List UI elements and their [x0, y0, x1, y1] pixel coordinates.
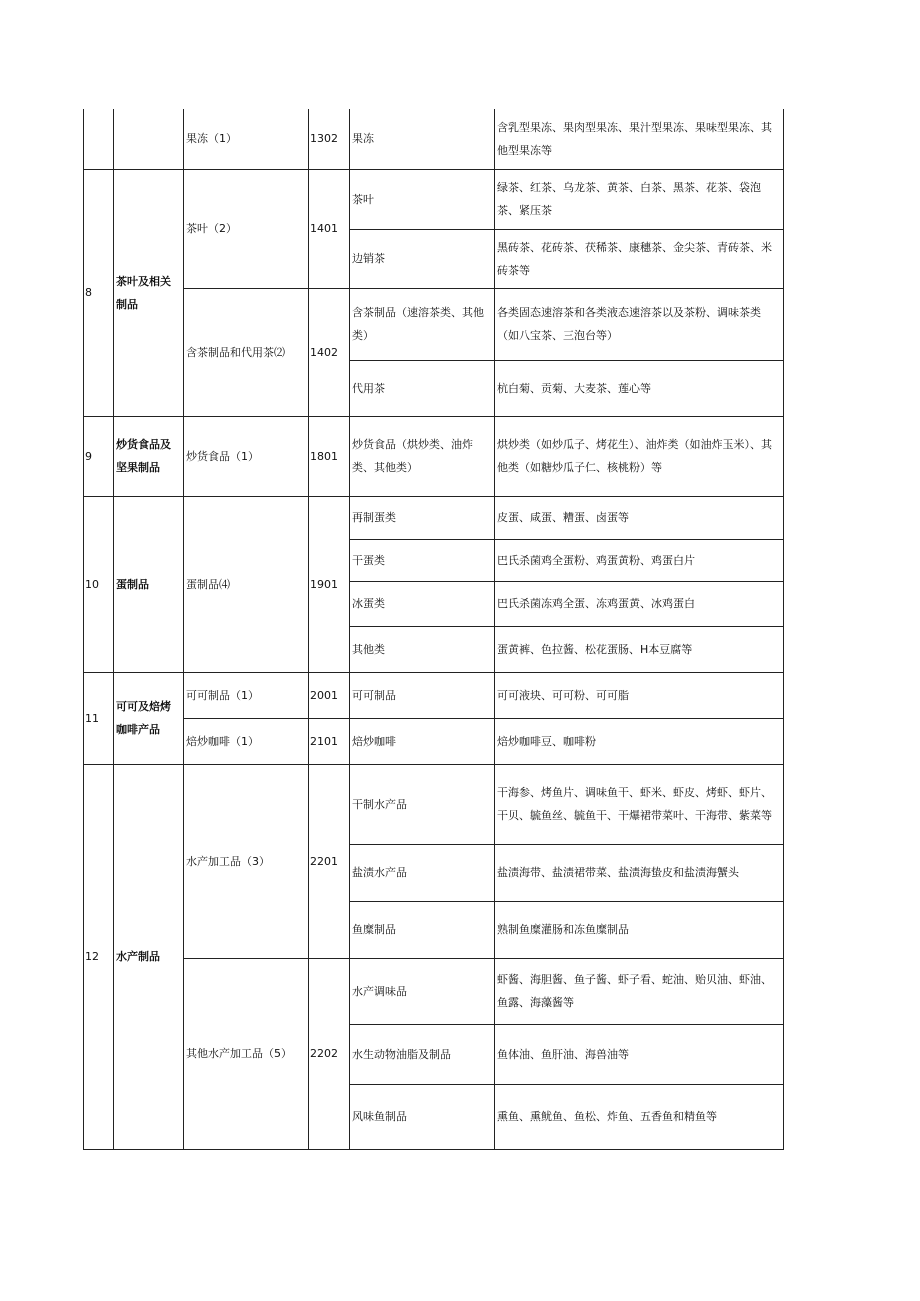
table-row — [84, 288, 784, 360]
unit-cell: 再制蛋类 — [350, 496, 495, 539]
subcategory-cell: 其他水产加工品（5） — [184, 958, 309, 1149]
code-cell: 1302 — [309, 109, 350, 169]
table-row — [84, 672, 784, 718]
code-cell: 2101 — [309, 718, 350, 764]
unit-cell: 可可制品 — [350, 672, 495, 718]
desc-cell: 烘炒类（如炒瓜子、烤花生）、油炸类（如油炸玉米）、其他类（如糖炒瓜子仁、核桃粉）等 — [495, 416, 784, 496]
unit-cell: 水产调味品 — [350, 958, 495, 1024]
unit-cell: 焙炒咖啡 — [350, 718, 495, 764]
code-cell: 1402 — [309, 288, 350, 416]
seq-cell: 12 — [84, 764, 114, 1149]
table-row — [84, 718, 784, 764]
table-row — [84, 496, 784, 539]
desc-cell: 巴氏杀菌鸡全蛋粉、鸡蛋黄粉、鸡蛋白片 — [495, 539, 784, 581]
subcategory-cell: 可可制品（1） — [184, 672, 309, 718]
unit-cell: 冰蛋类 — [350, 581, 495, 626]
unit-cell: 鱼糜制品 — [350, 901, 495, 958]
code-cell: 1901 — [309, 496, 350, 672]
seq-cell: 8 — [84, 169, 114, 416]
code-cell: 2201 — [309, 764, 350, 958]
unit-cell: 茶叶 — [350, 169, 495, 229]
table-row — [84, 764, 784, 844]
desc-cell: 皮蛋、咸蛋、糟蛋、卤蛋等 — [495, 496, 784, 539]
category-cell: 水产制品 — [114, 764, 184, 1149]
table-row — [84, 416, 784, 496]
seq-cell — [84, 109, 114, 169]
unit-cell: 盐渍水产品 — [350, 844, 495, 901]
unit-cell: 炒货食品（烘炒类、油炸类、其他类） — [350, 416, 495, 496]
desc-cell: 杭白菊、贡菊、大麦茶、莲心等 — [495, 360, 784, 416]
unit-cell: 代用茶 — [350, 360, 495, 416]
seq-cell: 11 — [84, 672, 114, 764]
code-cell: 2001 — [309, 672, 350, 718]
subcategory-cell: 水产加工品（3） — [184, 764, 309, 958]
desc-cell: 盐渍海带、盐渍裙带菜、盐渍海蛰皮和盐渍海蟹头 — [495, 844, 784, 901]
desc-cell: 各类固态速溶茶和各类液态速溶茶以及茶粉、调味茶类（如八宝茶、三泡台等） — [495, 288, 784, 360]
unit-cell: 边销茶 — [350, 229, 495, 288]
category-cell: 炒货食品及坚果制品 — [114, 416, 184, 496]
subcategory-cell: 蛋制品⑷ — [184, 496, 309, 672]
food-category-table — [83, 109, 784, 1150]
desc-cell: 含乳型果冻、果肉型果冻、果汁型果冻、果味型果冻、其他型果冻等 — [495, 109, 784, 169]
category-cell — [114, 109, 184, 169]
unit-cell: 干制水产品 — [350, 764, 495, 844]
desc-cell: 熏鱼、熏鱿鱼、鱼松、炸鱼、五香鱼和精鱼等 — [495, 1084, 784, 1149]
desc-cell: 熟制鱼糜灌肠和冻鱼糜制品 — [495, 901, 784, 958]
unit-cell: 果冻 — [350, 109, 495, 169]
desc-cell: 可可液块、可可粉、可可脂 — [495, 672, 784, 718]
table-row — [84, 109, 784, 169]
subcategory-cell: 茶叶（2） — [184, 169, 309, 288]
desc-cell: 焙炒咖啡豆、咖啡粉 — [495, 718, 784, 764]
subcategory-cell: 含茶制品和代用茶⑵ — [184, 288, 309, 416]
code-cell: 1401 — [309, 169, 350, 288]
subcategory-cell: 果冻（1） — [184, 109, 309, 169]
desc-cell: 绿茶、红茶、乌龙茶、黄茶、白茶、黑茶、花茶、袋泡茶、紧压茶 — [495, 169, 784, 229]
category-cell: 茶叶及相关制品 — [114, 169, 184, 416]
code-cell: 2202 — [309, 958, 350, 1149]
desc-cell: 虾酱、海胆酱、鱼子酱、虾子看、蛇油、贻贝油、虾油、鱼露、海藻酱等 — [495, 958, 784, 1024]
category-cell: 可可及焙烤咖啡产品 — [114, 672, 184, 764]
desc-cell: 巴氏杀菌冻鸡全蛋、冻鸡蛋黄、冰鸡蛋白 — [495, 581, 784, 626]
subcategory-cell: 焙炒咖啡（1） — [184, 718, 309, 764]
code-cell: 1801 — [309, 416, 350, 496]
desc-cell: 黑砖茶、花砖茶、茯稀茶、康穗茶、金尖茶、青砖茶、米砖茶等 — [495, 229, 784, 288]
desc-cell: 干海参、烤鱼片、调味鱼干、虾米、虾皮、烤虾、虾片、干贝、毓鱼丝、毓鱼干、干爆裙带菜叶、干海带、紫菜等 — [495, 764, 784, 844]
unit-cell: 含茶制品（速溶茶类、其他类） — [350, 288, 495, 360]
seq-cell: 10 — [84, 496, 114, 672]
seq-cell: 9 — [84, 416, 114, 496]
category-cell: 蛋制品 — [114, 496, 184, 672]
desc-cell: 鱼体油、鱼肝油、海兽油等 — [495, 1024, 784, 1084]
unit-cell: 水生动物油脂及制品 — [350, 1024, 495, 1084]
desc-cell: 蛋黄裤、色拉酱、松花蛋肠、H本豆腐等 — [495, 626, 784, 672]
unit-cell: 干蛋类 — [350, 539, 495, 581]
table-row — [84, 169, 784, 229]
subcategory-cell: 炒货食品（1） — [184, 416, 309, 496]
unit-cell: 其他类 — [350, 626, 495, 672]
unit-cell: 风味鱼制品 — [350, 1084, 495, 1149]
table-row — [84, 958, 784, 1024]
